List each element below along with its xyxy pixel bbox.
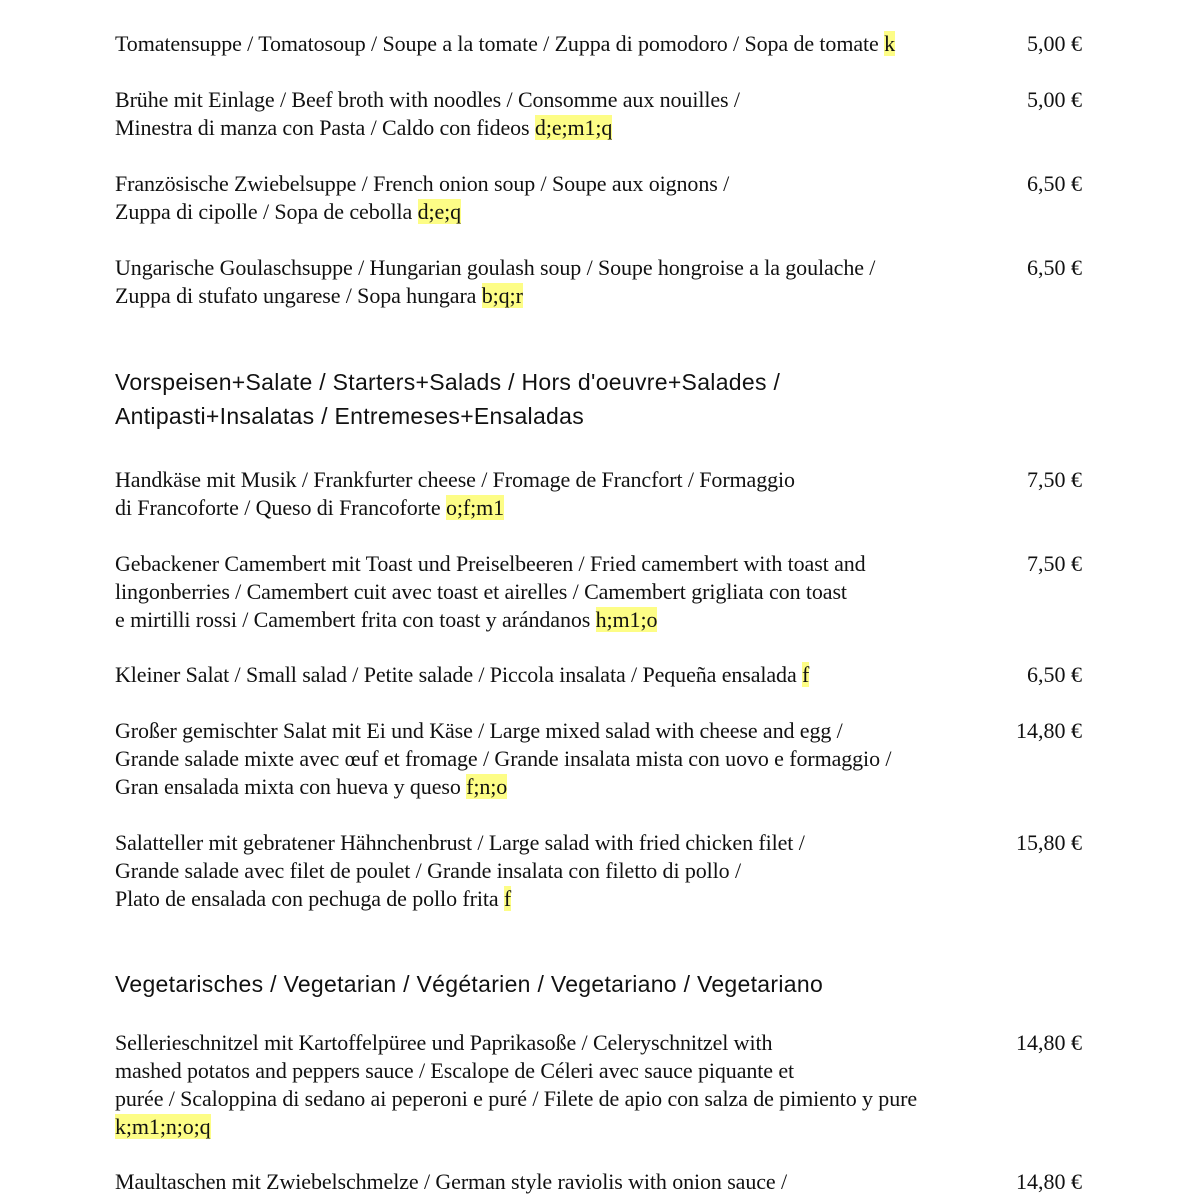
item-text-line: lingonberries / Camembert cuit avec toast et airelles / Camembert grigliata con toast (115, 579, 847, 604)
item-text-line: Handkäse mit Musik / Frankfurter cheese / Fromage de Francfort / Formaggio (115, 467, 795, 492)
item-text-line: Salatteller mit gebratener Hähnchenbrust / Large salad with fried chicken filet / (115, 830, 805, 855)
item-text-line: Grande salade avec filet de poulet / Grande insalata con filetto di pollo / (115, 858, 741, 883)
item-price: 15,80 € (1016, 830, 1082, 855)
item-text-line: Gran ensalada mixta con hueva y queso f;n;o (115, 774, 508, 799)
item-text-line: Plato de ensalada con pechuga de pollo frita f (115, 886, 512, 911)
allergen-codes: f;n;o (466, 774, 508, 799)
item-text-line: Sellerieschnitzel mit Kartoffelpüree und Paprikasoße / Celeryschnitzel with (115, 1030, 773, 1055)
item-text-line (115, 1113, 211, 1141)
item-text-line: Französische Zwiebelsuppe / French onion soup / Soupe aux oignons / (115, 171, 730, 196)
allergen-codes: f (802, 662, 810, 687)
item-text-line: Minestra di manza con Pasta / Caldo con fideos d;e;m1;q (115, 115, 613, 140)
allergen-codes: b;q;r (481, 283, 523, 308)
item-price: 6,50 € (1027, 171, 1082, 196)
item-price: 14,80 € (1016, 1030, 1082, 1055)
item-text-line: Gebackener Camembert mit Toast und Preiselbeeren / Fried camembert with toast and (115, 551, 866, 576)
item-text-line: Großer gemischter Salat mit Ei und Käse / Large mixed salad with cheese and egg / (115, 718, 843, 743)
item-price: 7,50 € (1027, 551, 1082, 576)
allergen-codes: d;e;q (417, 199, 462, 224)
item-text-line: e mirtilli rossi / Camembert frita con toast y arándanos h;m1;o (115, 607, 658, 632)
item-text-line: Grande salade mixte avec œuf et fromage / Grande insalata mista con uovo e formaggio / (115, 746, 892, 771)
item-price: 7,50 € (1027, 467, 1082, 492)
item-price: 5,00 € (1027, 87, 1082, 112)
item-text-line: Zuppa di stufato ungarese / Sopa hungara b;q;r (115, 283, 523, 308)
item-text-line: Ungarische Goulaschsuppe / Hungarian goulash soup / Soupe hongroise a la goulache / (115, 255, 876, 280)
item-text-line: purée / Scaloppina di sedano ai peperoni e puré / Filete de apio con salza de pimiento y pure (115, 1086, 917, 1111)
allergen-codes: k;m1;n;o;q (115, 1114, 211, 1139)
item-text-line: Kleiner Salat / Small salad / Petite salade / Piccola insalata / Pequeña ensalada f (115, 662, 810, 687)
allergen-codes: k (884, 31, 895, 56)
item-text-line: di Francoforte / Queso di Francoforte o;f;m1 (115, 495, 505, 520)
allergen-codes: d;e;m1;q (534, 115, 613, 140)
allergen-codes: f (503, 886, 512, 911)
item-price: 5,00 € (1027, 31, 1082, 56)
item-text-line: Zuppa di cipolle / Sopa de cebolla d;e;q (115, 199, 462, 224)
item-text-line: Maultaschen mit Zwiebelschmelze / German style raviolis with onion sauce / (115, 1169, 787, 1194)
section-heading-starters-line2: Antipasti+Insalatas / Entremeses+Ensaladas (115, 403, 585, 429)
section-heading-starters: Vorspeisen+Salate / Starters+Salads / Hors d'oeuvre+Salades / (115, 369, 781, 395)
item-price: 14,80 € (1016, 1169, 1082, 1194)
item-price: 6,50 € (1027, 662, 1082, 687)
item-price: 14,80 € (1016, 718, 1082, 743)
item-price: 6,50 € (1027, 255, 1082, 280)
item-text-line: Tomatensuppe / Tomatosoup / Soupe a la tomate / Zuppa di pomodoro / Sopa de tomate k (115, 31, 895, 56)
allergen-codes: o;f;m1 (446, 495, 505, 520)
section-heading-vegetarian: Vegetarisches / Vegetarian / Végétarien / Vegetariano / Vegetariano (115, 971, 824, 997)
allergen-codes: h;m1;o (595, 607, 658, 632)
item-text-line: Brühe mit Einlage / Beef broth with noodles / Consomme aux nouilles / (115, 87, 740, 112)
item-text-line: mashed potatos and peppers sauce / Escalope de Céleri avec sauce piquante et (115, 1058, 795, 1083)
